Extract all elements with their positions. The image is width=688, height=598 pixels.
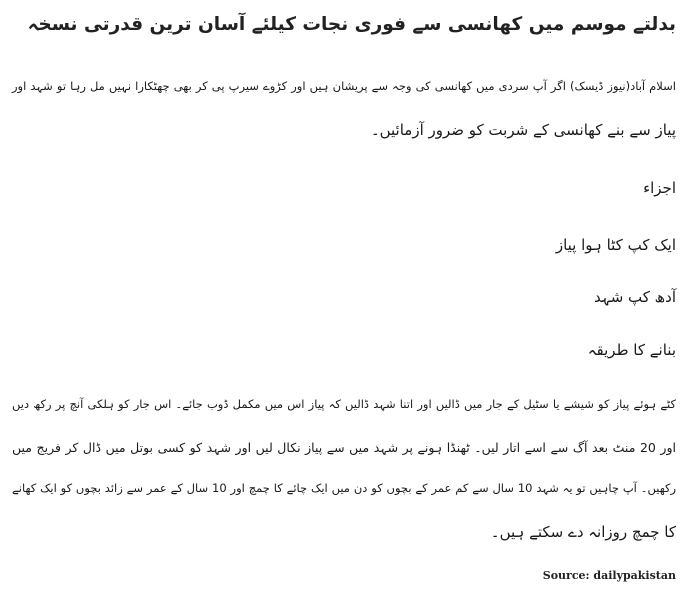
intro-line-2: پیاز سے بنے کھانسی کے شربت کو ضرور آزمائیں۔ — [370, 121, 676, 139]
intro-line-1: اسلام آباد(نیوز ڈیسک) اگر آپ سردی میں کھانسی کی وجہ سے پریشان ہیں اور کڑوے سیرپ پی کر بھی چھٹکارا نہیں مل رہا تو شہد اور — [12, 79, 676, 93]
method-line-4: کا چمچ روزانہ دے سکتے ہیں۔ — [490, 523, 676, 541]
method-heading: بنانے کا طریقہ — [587, 341, 676, 359]
method-line-1: کٹے ہوئے پیاز کو شیشے یا سٹیل کے جار میں ڈالیں اور اتنا شہد ڈالیں کہ پیاز اس میں مکمل ڈوب جائے۔ اس جار کو ہلکی آنچ پر رکھ دیں — [12, 397, 676, 411]
ingredient-item: ایک کپ کٹا ہوا پیاز — [555, 236, 676, 254]
method-line-2: اور 20 منٹ بعد آگ سے اسے اتار لیں۔ ٹھنڈا ہونے پر شہد میں سے پیاز نکال لیں اور شہد کو کسی بوتل میں ڈال کر فریج میں — [12, 440, 676, 455]
source-credit: Source: dailypakistan — [542, 569, 676, 582]
method-line-3: رکھیں۔ آپ چاہیں تو یہ شہد 10 سال سے کم عمر کے بچوں کو دن میں ایک چائے کا چمچ اور 10 سال کے عمر سے زائد بچوں کو ایک کھانے — [12, 481, 677, 495]
ingredients-heading: اجزاء — [643, 179, 676, 197]
article-headline: بدلتے موسم میں کھانسی سے فوری نجات کیلئے آسان ترین قدرتی نسخہ — [27, 14, 676, 35]
ingredient-item: آدھ کپ شہد — [594, 288, 676, 306]
